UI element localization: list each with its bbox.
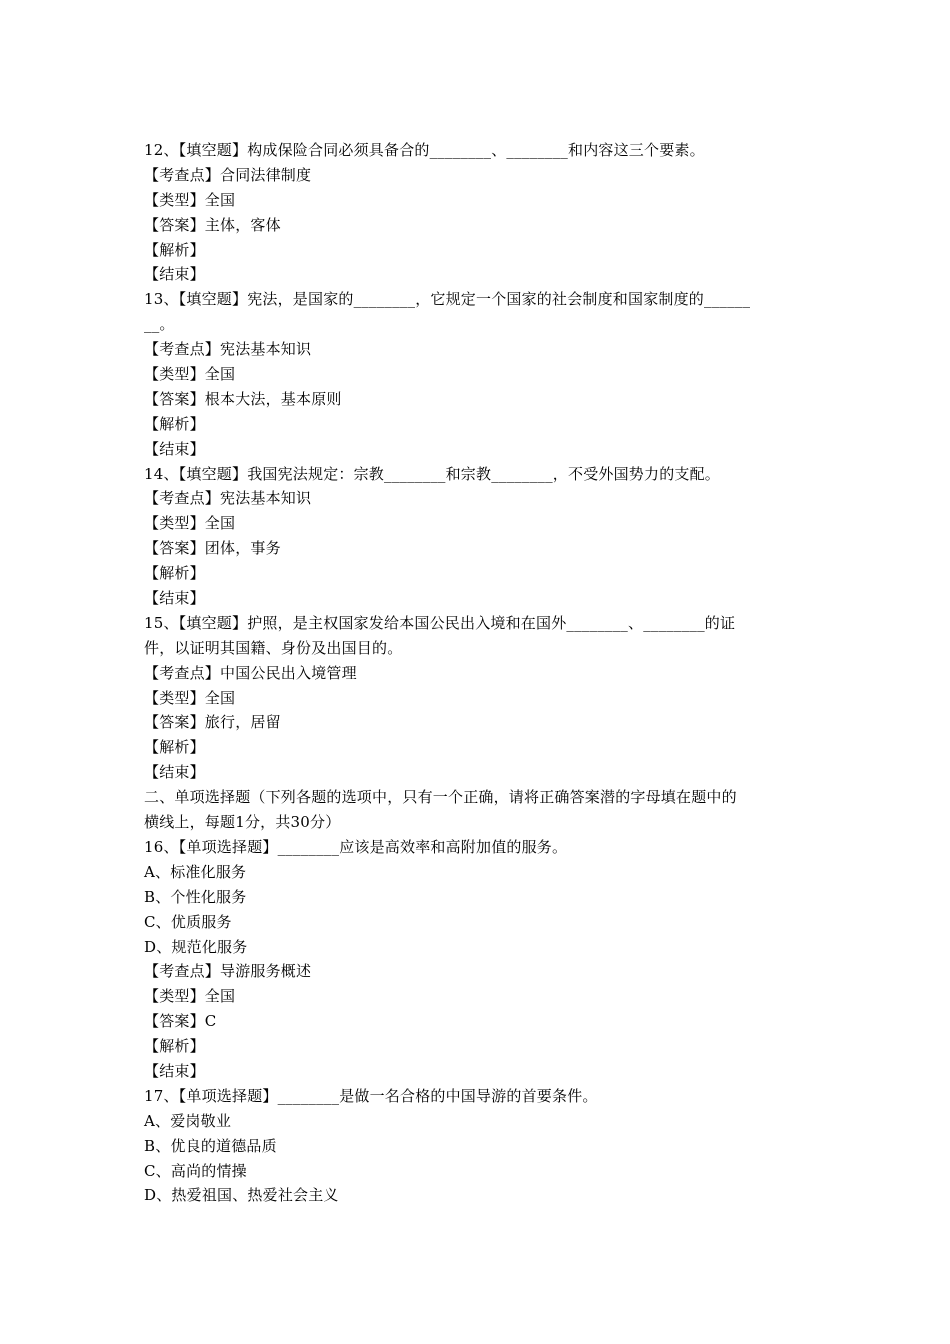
text-line: 【解析】 [144,1037,205,1056]
text-line: 【答案】主体，客体 [144,215,281,234]
text-line: 15、【填空题】护照，是主权国家发给本国公民出入境和在国外________、________的证 [144,613,736,632]
text-line: 【答案】旅行，居留 [144,713,281,732]
text-line: 【结束】 [144,589,205,608]
text-line: 【考查点】合同法律制度 [144,165,312,184]
text-line: 【类型】全国 [144,987,236,1006]
text-line: A、爱岗敬业 [144,1111,232,1130]
text-line: 【类型】全国 [144,514,236,533]
text-line: 【类型】全国 [144,688,236,707]
text-line: 【结束】 [144,1061,205,1080]
text-line: 17、【单项选择题】________是做一名合格的中国导游的首要条件。 [144,1086,598,1105]
text-line: 【答案】C [144,1012,217,1031]
text-line: 16、【单项选择题】________应该是高效率和高附加值的服务。 [144,837,568,856]
text-line: 【考查点】宪法基本知识 [144,489,312,508]
text-line: 【解析】 [144,240,205,259]
text-line: 13、【填空题】宪法，是国家的________，它规定一个国家的社会制度和国家制度的______ [144,290,751,309]
document-page [144,138,808,1208]
text-line: D、规范化服务 [144,937,248,956]
text-line: 件，以证明其国籍、身份及出国目的。 [144,638,403,657]
text-line: A、标准化服务 [144,862,247,881]
text-line: 【结束】 [144,265,205,284]
text-line: 【解析】 [144,738,205,757]
text-line: C、高尚的情操 [144,1161,247,1180]
text-line: 【考查点】中国公民出入境管理 [144,663,357,682]
text-line: B、个性化服务 [144,887,247,906]
text-line: 【结束】 [144,763,205,782]
text-line: 【解析】 [144,414,205,433]
text-line: 12、【填空题】构成保险合同必须具备合的________、________和内容这三个要素。 [144,141,705,159]
text-line: 二、单项选择题（下列各题的选项中，只有一个正确，请将正确答案潜的字母填在题中的 [144,788,737,807]
text-line: C、优质服务 [144,912,232,931]
text-line: 【考查点】导游服务概述 [144,962,312,981]
text-line: 【考查点】宪法基本知识 [144,340,312,359]
text-line: 【类型】全国 [144,365,236,384]
text-line: 【解析】 [144,564,205,583]
text-line: D、热爱祖国、热爱社会主义 [144,1186,339,1205]
text-line: 横线上，每题1分，共30分） [144,813,341,832]
text-line: __。 [144,315,175,334]
text-line: 【答案】根本大法，基本原则 [144,389,342,408]
text-line: 【答案】团体，事务 [144,539,281,558]
text-line: 14、【填空题】我国宪法规定：宗教________和宗教________，不受外国势力的支配。 [144,464,720,483]
text-line: 【类型】全国 [144,190,236,209]
text-line: 【结束】 [144,439,205,458]
text-line: B、优良的道德品质 [144,1136,277,1155]
